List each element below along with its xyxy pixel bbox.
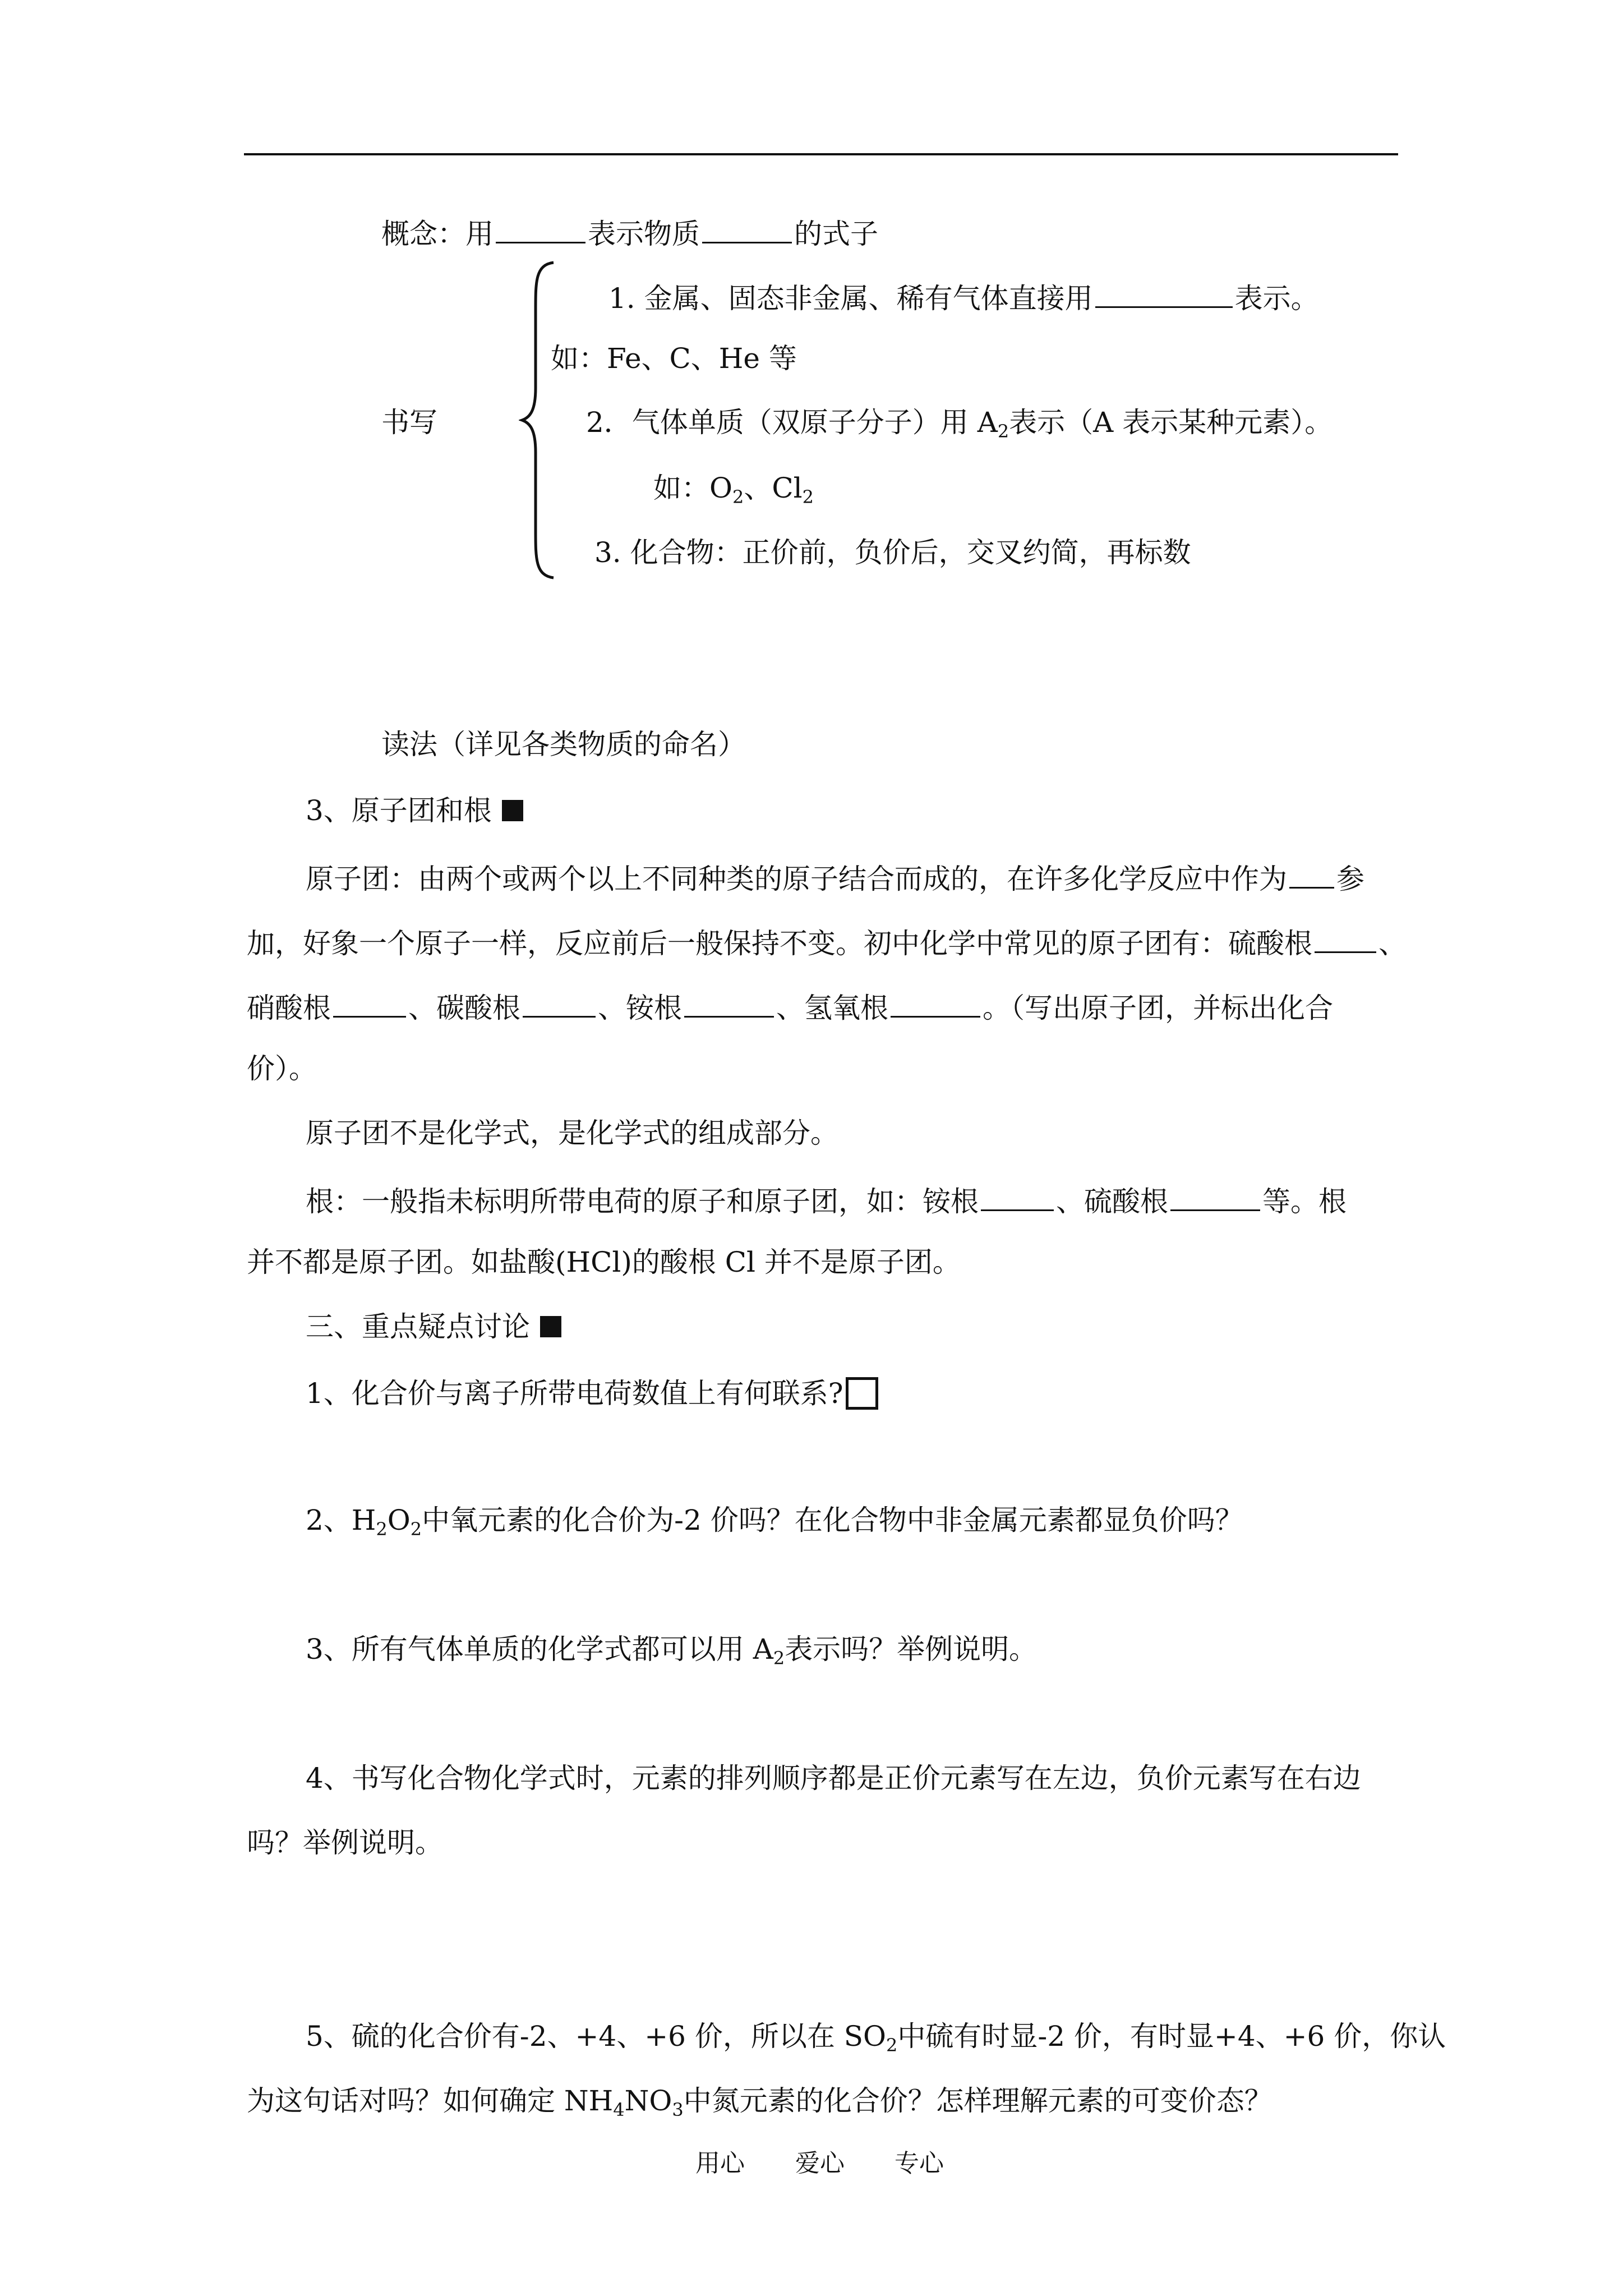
subscript: 2 — [376, 1519, 388, 1540]
subscript: 2 — [773, 1648, 785, 1669]
discussion-heading-text: 三、重点疑点讨论 — [306, 1310, 530, 1343]
rule2-example-prefix: 如：O — [653, 472, 732, 504]
section3-heading-text: 3、原子团和根 — [306, 794, 492, 827]
fill-blank[interactable] — [333, 990, 406, 1018]
footer-item: 专心 — [895, 2149, 944, 2178]
q5-line2-a: 为这句话对吗？如何确定 NH — [247, 2085, 614, 2117]
p1-line3-b: 、碳酸根 — [408, 992, 520, 1024]
fill-blank[interactable] — [1095, 280, 1233, 308]
question-5-line-1 — [306, 2020, 1446, 2056]
q2-b: O — [387, 1504, 411, 1536]
q3-a: 3、所有气体单质的化学式都可以用 A — [306, 1633, 773, 1665]
p1-line3-a: 硝酸根 — [247, 992, 331, 1024]
paragraph-line: 并不都是原子团。如盐酸(HCl)的酸根 Cl 并不是原子团。 — [247, 1246, 961, 1278]
fill-blank[interactable] — [891, 990, 980, 1018]
paragraph-line — [247, 926, 1407, 958]
p1-line1-end: 参 — [1336, 863, 1364, 895]
q3-b: 表示吗？举例说明。 — [785, 1633, 1038, 1665]
rule1-suffix: 表示。 — [1234, 282, 1319, 315]
p3-line1-c: 等。根 — [1262, 1185, 1347, 1218]
section-heading — [306, 794, 523, 827]
writing-rule-2 — [586, 406, 1333, 442]
subscript: 2 — [802, 486, 814, 508]
subscript: 2 — [997, 421, 1009, 442]
concept-line — [381, 216, 878, 248]
curly-brace-icon — [519, 259, 558, 581]
rule2-example — [653, 472, 814, 508]
rule2-prefix: 2．气体单质（双原子分子）用 A — [586, 406, 998, 439]
q1-text: 1、化合价与离子所带电荷数值上有何联系? — [306, 1377, 843, 1410]
p1-line3-e: 。（写出原子团，并标出化合 — [983, 992, 1333, 1024]
subscript: 2 — [732, 486, 744, 508]
fill-blank[interactable] — [1170, 1184, 1260, 1211]
header-rule — [244, 153, 1398, 155]
subscript: 2 — [886, 2035, 898, 2056]
question-1 — [306, 1377, 878, 1410]
p1-line2-end: 、 — [1378, 927, 1407, 960]
q5-b: 中硫有时显-2 价，有时显+4、+6 价，你认 — [897, 2020, 1446, 2053]
paragraph-line: 原子团不是化学式，是化学式的组成部分。 — [306, 1117, 838, 1149]
question-4-line-2: 吗？举例说明。 — [247, 1826, 443, 1859]
subscript: 2 — [410, 1519, 422, 1540]
p1-line1: 原子团：由两个或两个以上不同种类的原子结合而成的，在许多化学反应中作为 — [306, 863, 1287, 895]
fill-blank[interactable] — [702, 216, 792, 243]
rule2-example-mid: 、Cl — [744, 472, 803, 504]
footer-item: 用心 — [695, 2149, 745, 2178]
q5-line2-b: NO — [624, 2085, 672, 2117]
paragraph-line: 价）。 — [247, 1052, 317, 1085]
writing-label: 书写 — [381, 406, 437, 439]
rule2-suffix: 表示（A 表示某种元素）。 — [1009, 406, 1333, 439]
fill-blank[interactable] — [1289, 861, 1334, 889]
p1-line2: 加，好象一个原子一样，反应前后一般保持不变。初中化学中常见的原子团有：硫酸根 — [247, 927, 1312, 960]
checkbox-icon[interactable] — [846, 1377, 878, 1410]
concept-middle: 表示物质 — [588, 218, 700, 250]
paragraph-line — [247, 990, 1333, 1022]
q5-line2-c: 中氮元素的化合价？怎样理解元素的可变价态？ — [683, 2085, 1272, 2117]
concept-suffix: 的式子 — [794, 218, 878, 250]
concept-prefix: 概念：用 — [381, 218, 494, 250]
square-bullet-icon — [502, 800, 523, 821]
writing-rule-1 — [608, 280, 1319, 315]
subscript: 3 — [672, 2099, 684, 2120]
question-2 — [306, 1504, 1243, 1540]
section-heading — [306, 1310, 561, 1343]
q2-a: 2、H — [306, 1504, 376, 1536]
p3-line1-a: 根：一般指未标明所带电荷的原子和原子团，如：铵根 — [306, 1185, 979, 1218]
square-bullet-icon — [540, 1316, 561, 1337]
q5-a: 5、硫的化合价有-2、+4、+6 价，所以在 SO — [306, 2020, 886, 2053]
rule1-text: 1. 金属、固态非金属、稀有气体直接用 — [608, 282, 1093, 315]
footer-item: 爱心 — [795, 2149, 845, 2178]
p1-line3-d: 、氢氧根 — [776, 992, 888, 1024]
fill-blank[interactable] — [496, 216, 585, 243]
question-3 — [306, 1633, 1038, 1669]
fill-blank[interactable] — [981, 1184, 1054, 1211]
reading-line: 读法（详见各类物质的命名） — [381, 728, 746, 761]
question-4-line-1: 4、书写化合物化学式时，元素的排列顺序都是正价元素写在左边，负价元素写在右边 — [306, 1762, 1361, 1795]
subscript: 4 — [613, 2099, 625, 2120]
fill-blank[interactable] — [1315, 926, 1376, 953]
paragraph-line — [306, 1184, 1347, 1216]
p3-line1-b: 、硫酸根 — [1056, 1185, 1168, 1218]
fill-blank[interactable] — [523, 990, 596, 1018]
fill-blank[interactable] — [684, 990, 774, 1018]
paragraph-line — [306, 861, 1364, 893]
q2-c: 中氧元素的化合价为-2 价吗？在化合物中非金属元素都显负价吗？ — [422, 1504, 1243, 1536]
p1-line3-c: 、铵根 — [598, 992, 682, 1024]
writing-rule-3: 3. 化合物：正价前，负价后，交叉约简，再标数 — [594, 536, 1191, 569]
question-5-line-2 — [247, 2085, 1272, 2120]
rule1-example: 如：Fe、C、He 等 — [551, 342, 797, 375]
